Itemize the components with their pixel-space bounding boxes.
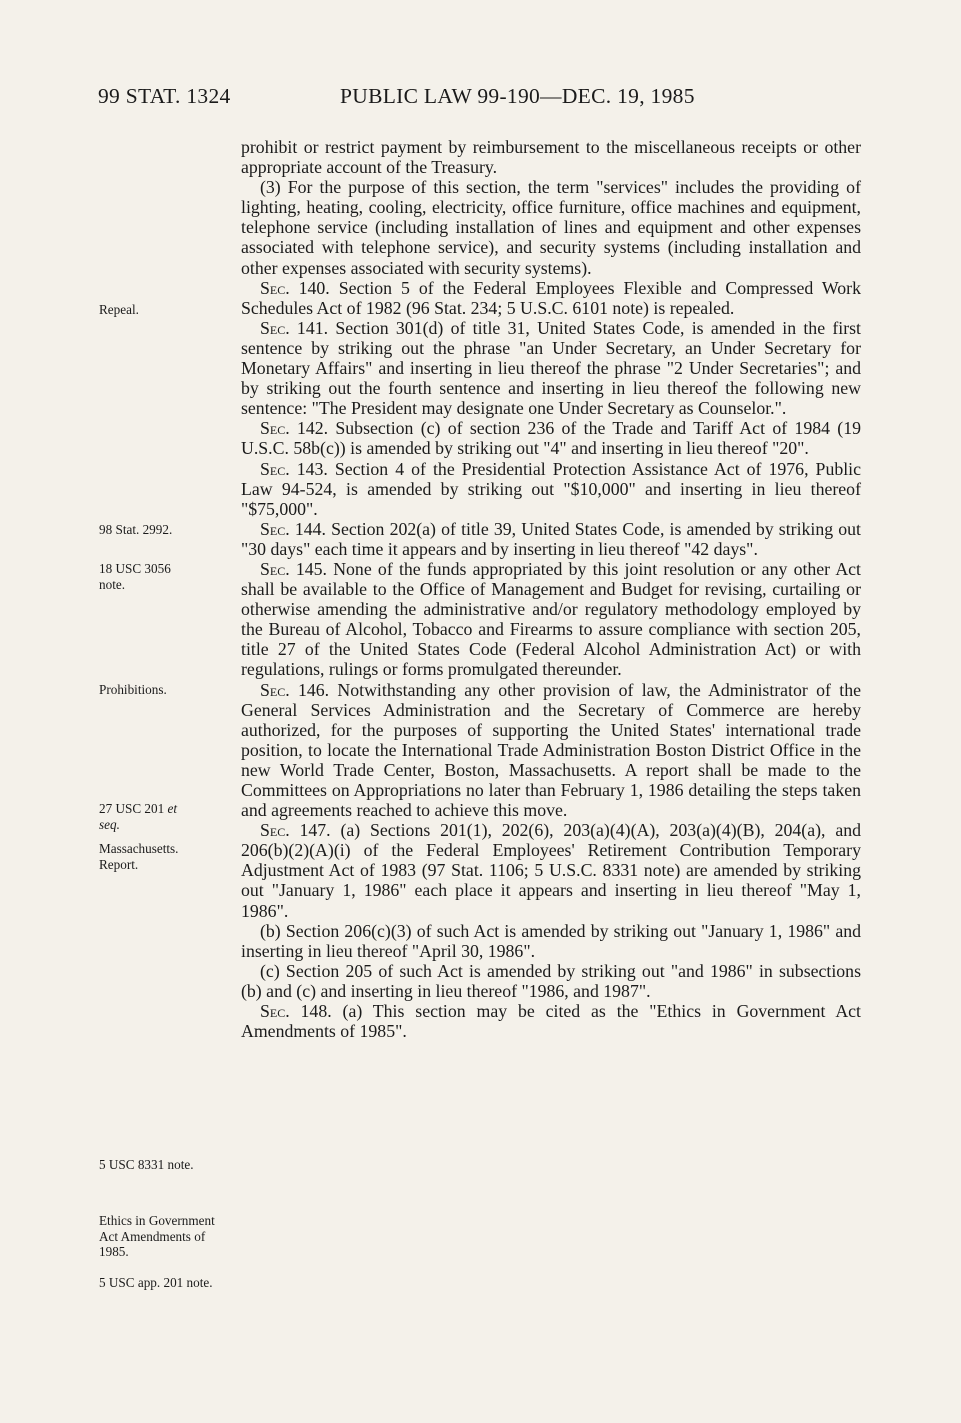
sec-label: Sec. [260, 558, 290, 579]
sec-label: Sec. [260, 317, 290, 338]
margin-note-18-usc-3056: 18 USC 3056 note. [99, 561, 171, 592]
section-144-text: 144. Section 202(a) of title 39, United States Code, is amended by striking out "30 days" each time it appears and by inserting in lieu thereof "42 days". [241, 518, 861, 559]
section-143 [241, 459, 861, 519]
section-144 [241, 519, 861, 559]
margin-note-report: Report. [99, 857, 139, 872]
sec-label: Sec. [260, 518, 290, 539]
margin-note-prohibitions: Prohibitions. [99, 682, 167, 697]
section-145-text: 145. None of the funds appropriated by this joint resolution or any other Act shall be available to the Office of Management and Budget for revising, curtailing or otherwise amending the administrative and/or regulatory methodology employed by the Bureau of Alcohol, Tobacco and Firearms to assure compliance with section 205, title 27 of the United States Code (Federal Alcohol Administration Act) or with regulations, rulings or forms promulgated thereunder. [241, 558, 861, 680]
section-146-text: 146. Notwithstanding any other provision of law, the Administrator of the General Services Administration and the Secretary of Commerce are hereby authorized, for the purposes of supporting the United States' international trade position, to locate the International Trade Administration Boston District Office in the new World Trade Center, Boston, Massachusetts. A report shall be made to the Committees on Appropriations no later than February 1, 1986 detailing the steps taken and agreements reached to achieve this move. [241, 679, 861, 821]
margin-note-98-stat: 98 Stat. 2992. [99, 522, 173, 537]
margin-note-5-usc-app-201: 5 USC app. 201 note. [99, 1275, 213, 1290]
usc-201-prefix: 27 USC 201 [99, 801, 168, 816]
sec-label: Sec. [260, 820, 290, 841]
sec-label: Sec. [260, 1001, 290, 1022]
section-140-text: 140. Section 5 of the Federal Employees Flexible and Compressed Work Schedules Act of 1982 (96 Stat. 234; 5 U.S.C. 6101 note) is repealed. [241, 277, 861, 318]
stat-page-number: 99 STAT. 1324 [98, 84, 231, 108]
public-law-title: PUBLIC LAW 99-190—DEC. 19, 1985 [340, 84, 695, 108]
margin-note-massachusetts: Massachusetts. [99, 841, 179, 856]
section-147a-text: 147. (a) Sections 201(1), 202(6), 203(a)(4)(A), 203(a)(4)(B), 204(a), and 206(b)(2)(A)(i) of the Federal Employees' Retirement Contribution Temporary Adjustment Act of 1983 (97 Stat. 1106; 5 U.S.C. 8331 note) are amended by striking out "January 1, 1986" each place it appears and inserting in lieu thereof "May 1, 1986". [241, 820, 861, 921]
section-142 [241, 418, 861, 458]
margin-note-5-usc-8331: 5 USC 8331 note. [99, 1157, 194, 1172]
section-141-text: 141. Section 301(d) of title 31, United States Code, is amended in the first sentence by striking out the phrase "an Under Secretary, an Under Secretary for Monetary Affairs" and inserting in lieu thereof the phrase "2 Under Secretaries"; and by striking out the fourth sentence and inserting in lieu thereof the following new sentence: "The President may designate one Under Secretary as Counselor.". [241, 317, 861, 419]
section-143-text: 143. Section 4 of the Presidential Protection Assistance Act of 1976, Public Law 94-524, is amended by striking out "$10,000" and inserting in lieu thereof "$75,000". [241, 458, 861, 519]
section-145 [241, 559, 861, 680]
section-142-text: 142. Subsection (c) of section 236 of the Trade and Tariff Act of 1984 (19 U.S.C. 58b(c)) is amended by striking out "4" and inserting in lieu thereof "20". [241, 418, 861, 459]
section-147c: (c) Section 205 of such Act is amended by striking out "and 1986" in subsections (b) and (c) and inserting in lieu thereof "1986, and 1987". [241, 960, 861, 1001]
paragraph-services-definition: (3) For the purpose of this section, the term "services" includes the providing of lighting, heating, cooling, electricity, office furniture, office machines and equipment, telephone service (including installation of lines and equipment and other expenses associated with telephone service), and security systems (including installation and other expenses associated with security systems). [241, 177, 861, 278]
margin-note-repeal: Repeal. [99, 302, 139, 317]
section-146 [241, 680, 861, 821]
sec-label: Sec. [260, 679, 290, 700]
body-text [241, 137, 861, 1041]
sec-label: Sec. [260, 458, 290, 479]
margin-note-27-usc-201 [99, 801, 229, 832]
section-147a [241, 820, 861, 920]
section-140 [241, 278, 861, 318]
section-141 [241, 318, 861, 418]
section-147b: (b) Section 206(c)(3) of such Act is amended by striking out "January 1, 1986" and inserting in lieu thereof "April 30, 1986". [241, 920, 861, 961]
section-148 [241, 1001, 861, 1041]
section-148-text: 148. (a) This section may be cited as the "Ethics in Government Act Amendments of 1985". [241, 1001, 861, 1042]
sec-label: Sec. [260, 277, 290, 298]
usc-201-seq: seq. [99, 816, 120, 832]
paragraph-continuation: prohibit or restrict payment by reimbursement to the miscellaneous receipts or other appropriate account of the Treasury. [241, 137, 861, 178]
page-header [98, 84, 858, 118]
usc-201-et: et [167, 801, 178, 816]
margin-note-ethics: Ethics in Government Act Amendments of 1985. [99, 1213, 215, 1259]
sec-label: Sec. [260, 418, 290, 439]
